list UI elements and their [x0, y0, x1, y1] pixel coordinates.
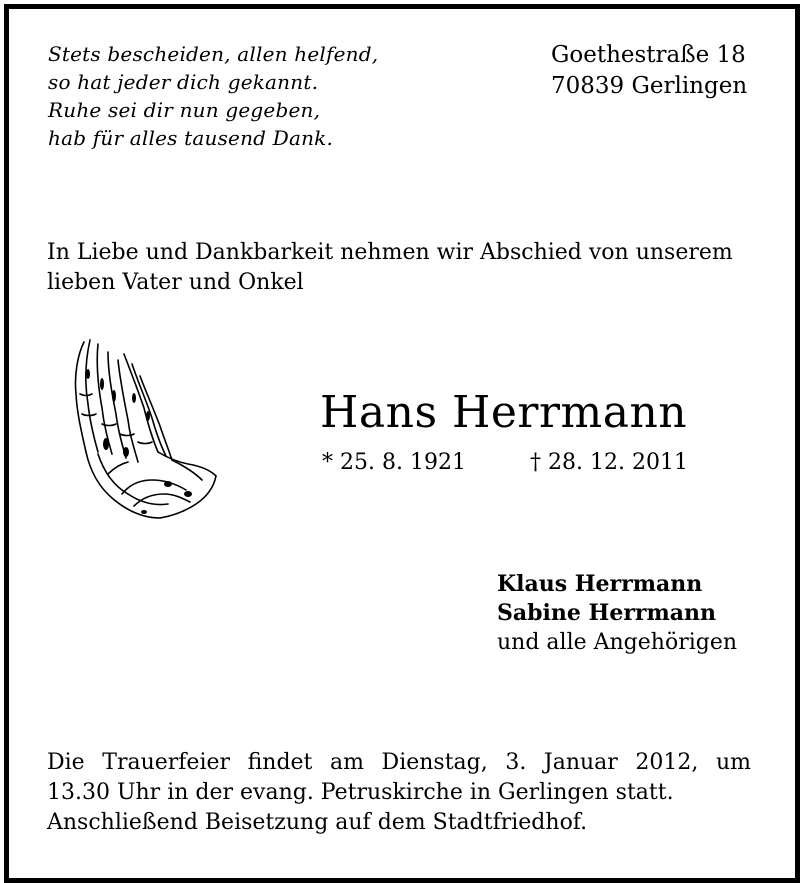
- service-line: Die Trauerfeier findet am Dienstag, 3. Januar 2012, um: [47, 750, 751, 775]
- family-address: [551, 40, 747, 102]
- address-street: Goethestraße 18: [551, 42, 746, 68]
- praying-hands-icon: [68, 334, 220, 530]
- poem-line: Ruhe sei dir nun gegeben,: [48, 98, 321, 122]
- memorial-poem: [48, 40, 378, 152]
- mourner-name: Klaus Herrmann: [497, 571, 703, 597]
- death-date: † 28. 12. 2011: [530, 450, 688, 475]
- poem-line: so hat jeder dich gekannt.: [48, 70, 319, 94]
- birth-date: * 25. 8. 1921: [322, 450, 466, 475]
- address-city: 70839 Gerlingen: [551, 73, 748, 99]
- intro-line: lieben Vater und Onkel: [47, 270, 304, 295]
- intro-line: In Liebe und Dankbarkeit nehmen wir Abschied von unserem: [47, 240, 733, 265]
- service-line: Anschließend Beisetzung auf dem Stadtfriedhof.: [47, 810, 588, 835]
- poem-line: Stets bescheiden, allen helfend,: [48, 42, 379, 66]
- service-line: 13.30 Uhr in der evang. Petruskirche in Gerlingen statt.: [47, 780, 674, 805]
- poem-line: hab für alles tausend Dank.: [48, 126, 334, 150]
- mourners-block: [497, 570, 737, 657]
- mourners-others: und alle Angehörigen: [497, 630, 738, 655]
- deceased-name: Hans Herrmann: [320, 387, 688, 438]
- service-info: [47, 748, 751, 838]
- intro-text: [47, 238, 757, 298]
- mourner-name: Sabine Herrmann: [497, 600, 717, 626]
